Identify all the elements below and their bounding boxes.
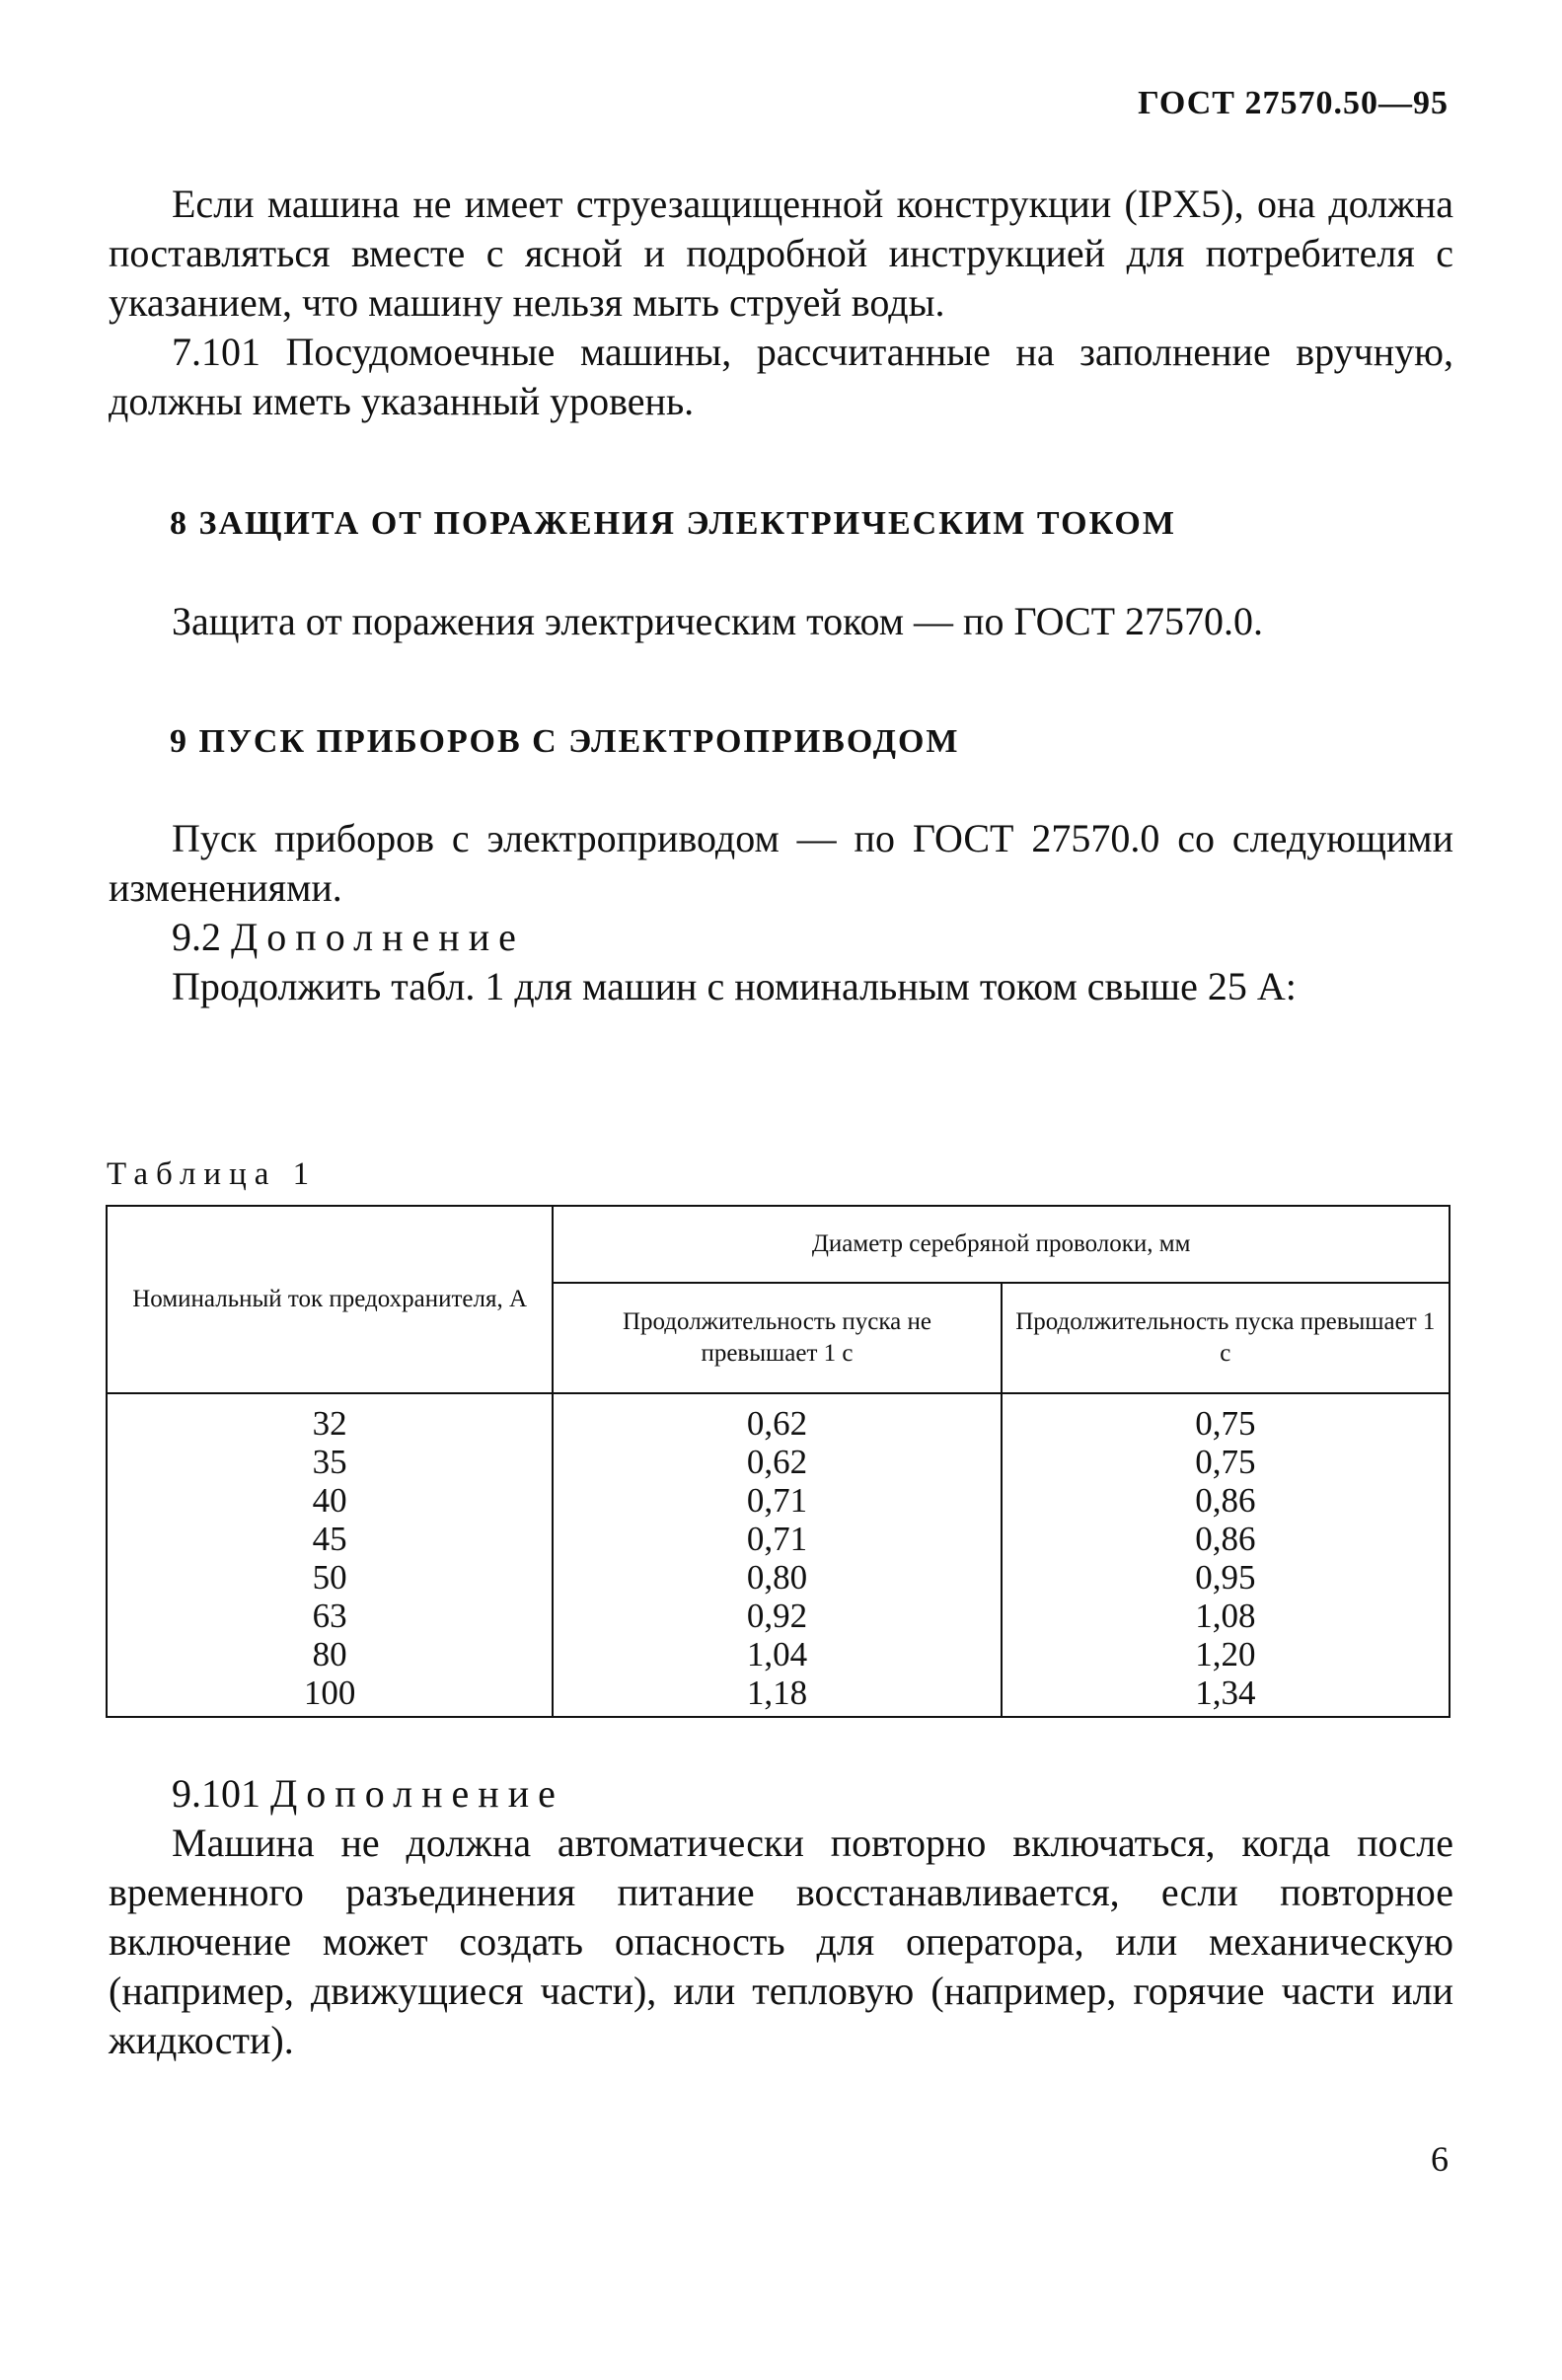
table-row — [107, 1393, 1450, 1443]
table-row — [107, 1443, 1450, 1481]
clause-9-101-label: Дополнение — [270, 1771, 564, 1816]
table-row — [107, 1635, 1450, 1673]
section-9-text: Пуск приборов с электроприводом — по ГОСТ 27570.0 со следующими изменениями. — [109, 816, 1453, 910]
cell-long: 1,20 — [1002, 1635, 1450, 1673]
cell-short: 0,80 — [553, 1558, 1001, 1597]
cell-long: 0,75 — [1002, 1393, 1450, 1443]
clause-9-101-text: Машина не должна автоматически повторно включаться, когда после временного разъединения питание восстанавливается, если повторное включение может создать опасность для оператора, или механическую (например, движущиеся части), или тепловую (например, горячие части или жидкости). — [109, 1821, 1453, 2062]
table-row — [107, 1597, 1450, 1635]
page-number: 6 — [1431, 2139, 1449, 2179]
cell-long: 0,95 — [1002, 1558, 1450, 1597]
cell-long: 1,34 — [1002, 1673, 1450, 1717]
paragraph-7-101: 7.101 Посудомоечные машины, рассчитанные на заполнение вручную, должны иметь указанный уровень. — [109, 330, 1453, 423]
clause-9-2-text: Продолжить табл. 1 для машин с номинальным током свыше 25 А: — [172, 964, 1297, 1008]
cell-current: 63 — [107, 1597, 553, 1635]
clause-9-101-number: 9.101 — [172, 1771, 260, 1816]
table-caption: Таблица 1 — [107, 1156, 318, 1192]
clause-9-2-label: Дополнение — [231, 915, 525, 959]
cell-current: 40 — [107, 1481, 553, 1520]
table-row — [107, 1520, 1450, 1558]
cell-long: 1,08 — [1002, 1597, 1450, 1635]
cell-long: 0,86 — [1002, 1520, 1450, 1558]
clause-9-2-number: 9.2 — [172, 915, 221, 959]
section-9-title: 9 ПУСК ПРИБОРОВ С ЭЛЕКТРОПРИВОДОМ — [170, 723, 960, 760]
cell-current: 32 — [107, 1393, 553, 1443]
header-start-exceed-1s: Продолжительность пуска превышает 1 с — [1002, 1283, 1450, 1393]
table-row — [107, 1481, 1450, 1520]
header-rated-current: Номинальный ток предохранителя, А — [107, 1206, 553, 1393]
cell-current: 50 — [107, 1558, 553, 1597]
cell-current: 35 — [107, 1443, 553, 1481]
clause-9-2-heading — [109, 913, 1453, 962]
header-start-not-exceed-1s: Продолжительность пуска не превышает 1 с — [553, 1283, 1001, 1393]
section-8-text: Защита от поражения электрическим током — по ГОСТ 27570.0. — [172, 599, 1264, 643]
cell-short: 0,71 — [553, 1520, 1001, 1558]
cell-short: 0,92 — [553, 1597, 1001, 1635]
section-8-title: 8 ЗАЩИТА ОТ ПОРАЖЕНИЯ ЭЛЕКТРИЧЕСКИМ ТОКОМ — [170, 505, 1176, 542]
cell-short: 0,62 — [553, 1443, 1001, 1481]
table-row — [107, 1673, 1450, 1717]
cell-short: 0,62 — [553, 1393, 1001, 1443]
cell-short: 1,18 — [553, 1673, 1001, 1717]
header-wire-diameter: Диаметр серебряной проволоки, мм — [553, 1206, 1450, 1283]
clause-9-101-heading — [109, 1769, 1453, 1819]
fuse-wire-table — [106, 1205, 1450, 1718]
cell-short: 1,04 — [553, 1635, 1001, 1673]
table-row — [107, 1558, 1450, 1597]
cell-short: 0,71 — [553, 1481, 1001, 1520]
cell-current: 100 — [107, 1673, 553, 1717]
paragraph-ipx5: Если машина не имеет струезащищенной конструкции (IPX5), она должна поставляться вместе с ясной и подробной инструкцией для потребителя с указанием, что машину нельзя мыть струей воды. — [109, 182, 1453, 325]
page-header-standard: ГОСТ 27570.50—95 — [1138, 85, 1449, 121]
cell-current: 45 — [107, 1520, 553, 1558]
cell-long: 0,75 — [1002, 1443, 1450, 1481]
cell-long: 0,86 — [1002, 1481, 1450, 1520]
cell-current: 80 — [107, 1635, 553, 1673]
